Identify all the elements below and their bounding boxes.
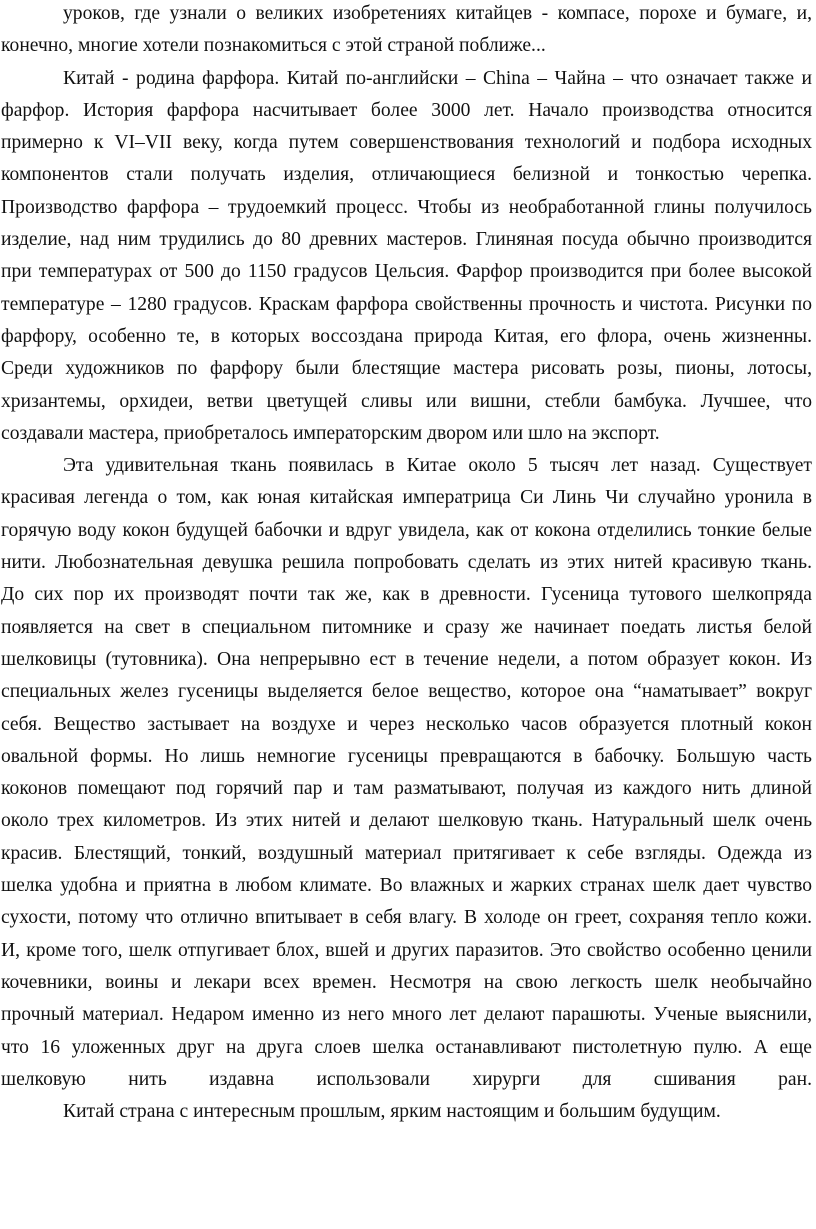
text-line: шелка удобна и приятна в любом климате. Во влажных и жарких странах шелк дает чувство: [1, 875, 812, 897]
text-line: фарфору, особенно те, в которых воссоздана природа Китая, его флора, очень жизненны.: [1, 325, 812, 347]
text-line: уроков, где узнали о великих изобретениях китайцев - компасе, порохе и бумаге, и,: [63, 3, 812, 24]
text-line: горячую воду кокон будущей бабочки и вдруг увидела, как от кокона отделились тонкие белые: [1, 519, 812, 541]
text-line: появляется на свет в специальном питомнике и сразу же начинает поедать листья белой: [1, 616, 812, 638]
text-line: кочевники, воины и лекари всех времен. Несмотря на свою легкость шелк необычайно: [1, 971, 812, 993]
text-line: температуре – 1280 градусов. Краскам фарфора свойственны прочность и чистота. Рисунки по: [1, 293, 812, 315]
text-line: что 16 уложенных друг на друга слоев шелка останавливают пистолетную пулю. А еще: [1, 1036, 812, 1058]
text-line: красивая легенда о том, как юная китайская императрица Си Линь Чи случайно уронила в: [1, 487, 812, 509]
text-line: Эта удивительная ткань появилась в Китае около 5 тысяч лет назад. Существует: [63, 455, 812, 477]
text-line: Производство фарфора – трудоемкий процесс. Чтобы из необработанной глины получилось: [1, 196, 812, 218]
text-line: примерно к VI–VII веку, когда путем совершенствования технологий и подбора исходных: [1, 132, 812, 154]
paragraph-conclusion: [1, 1096, 812, 1128]
text-line: сухости, потому что отлично впитывает в себя влагу. В холоде он греет, сохраняя тепло кожи.: [1, 907, 812, 929]
text-line: красив. Блестящий, тонкий, воздушный материал притягивает к себе взгляды. Одежда из: [1, 842, 812, 864]
paragraph-porcelain: [1, 63, 812, 451]
text-line: шелковую нить издавна использовали хирурги для сшивания ран.: [1, 1068, 812, 1090]
text-line: специальных желез гусеницы выделяется белое вещество, которое она “наматывает” вокруг: [1, 681, 812, 703]
text-line: прочный материал. Недаром именно из него много лет делают парашюты. Ученые выяснили,: [1, 1004, 812, 1026]
text-line: изделие, над ним трудились до 80 древних мастеров. Глиняная посуда обычно производится: [1, 229, 812, 251]
text-line: при температурах от 500 до 1150 градусов Цельсия. Фарфор производится при более высокой: [1, 261, 812, 283]
text-line: овальной формы. Но лишь немногие гусеницы превращаются в бабочку. Большую часть: [1, 745, 812, 767]
text-line: нити. Любознательная девушка решила попробовать сделать из этих нитей красивую ткань.: [1, 552, 812, 574]
text-line: около трех километров. Из этих нитей и делают шелковую ткань. Натуральный шелк очень: [1, 810, 812, 832]
text-line: фарфор. История фарфора насчитывает более 3000 лет. Начало производства относится: [1, 99, 812, 121]
text-line: Китай страна с интересным прошлым, ярким настоящим и большим будущим.: [63, 1101, 721, 1123]
text-line: Среди художников по фарфору были блестящие мастера рисовать розы, пионы, лотосы,: [1, 358, 812, 380]
text-line: себя. Вещество застывает на воздухе и через несколько часов образуется плотный кокон: [1, 713, 812, 735]
text-line: И, кроме того, шелк отпугивает блох, вшей и других паразитов. Это свойство особенно ценили: [1, 939, 812, 961]
text-line: шелковицы (тутовника). Она непрерывно ест в течение недели, а потом образует кокон. Из: [1, 648, 812, 670]
text-line: создавали мастера, приобреталось императорским двором или шло на экспорт.: [1, 422, 660, 444]
paragraph-continuation: [1, 0, 812, 63]
text-line: коконов помещают под горячий пар и там разматывают, получая из каждого нить длиной: [1, 778, 812, 800]
text-line: Китай - родина фарфора. Китай по-английски – China – Чайна – что означает также и: [63, 67, 812, 89]
text-line: До сих пор их производят почти так же, как в древности. Гусеница тутового шелкопряда: [1, 584, 812, 606]
paragraph-silk: [1, 450, 812, 1096]
text-line: конечно, многие хотели познакомиться с этой страной поближе...: [1, 35, 546, 57]
text-line: хризантемы, орхидеи, ветви цветущей сливы или вишни, стебли бамбука. Лучшее, что: [1, 390, 812, 412]
text-line: компонентов стали получать изделия, отличающиеся белизной и тонкостью черепка.: [1, 164, 812, 186]
